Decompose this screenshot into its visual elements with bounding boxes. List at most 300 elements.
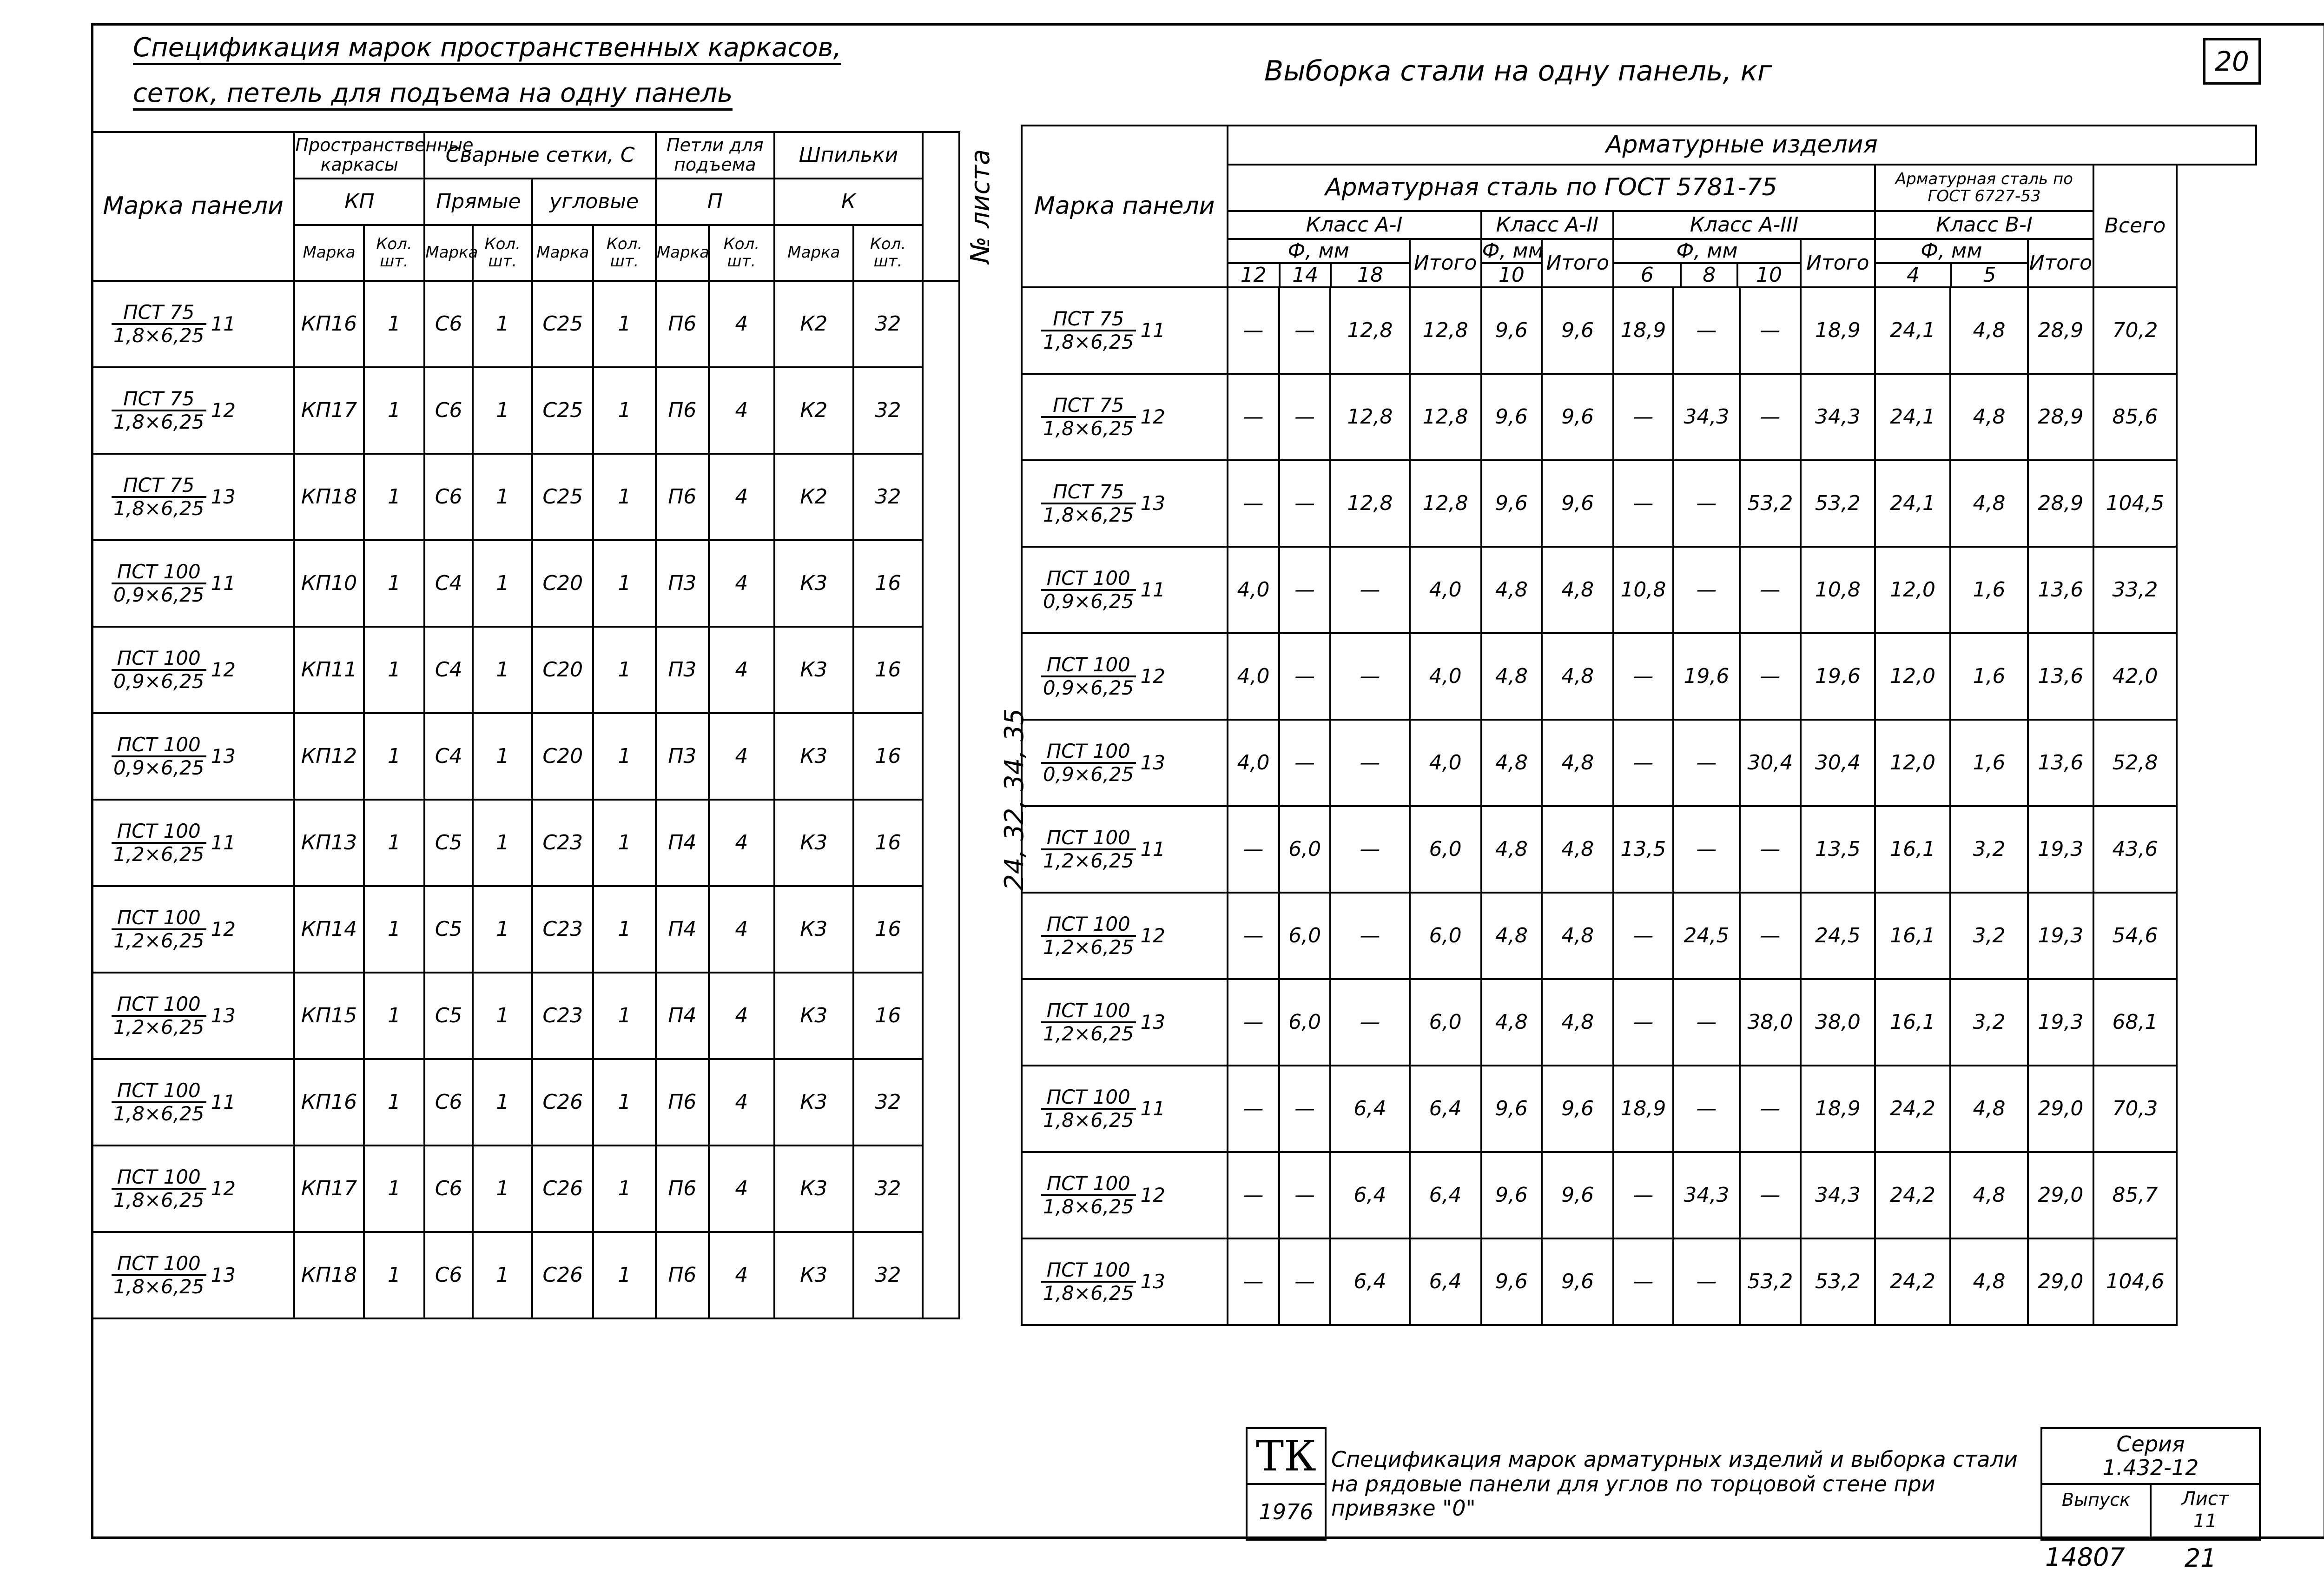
cell-k-q: 32: [853, 454, 923, 540]
cell-p: П4: [656, 800, 709, 886]
steel-row: [1022, 1238, 2256, 1325]
spec-row: [92, 1059, 959, 1146]
cell-a1-14: —: [1279, 287, 1330, 374]
cell-a3-6: —: [1613, 893, 1673, 979]
cell-a1-18: —: [1330, 547, 1410, 633]
cell-a3-10: —: [1740, 547, 1801, 633]
cell-a1-12: —: [1228, 374, 1280, 460]
cell-b-t: 19,3: [2028, 893, 2093, 979]
panel-mark-num: ПСТ 100: [1041, 741, 1136, 764]
panel-mark-dims: 1,8×6,25: [1043, 503, 1134, 526]
panel-mark-num: ПСТ 100: [1041, 914, 1136, 937]
panel-mark-dims: 1,2×6,25: [1043, 1022, 1134, 1045]
cell-k-q: 16: [853, 627, 923, 713]
cell-b-5: 3,2: [1950, 979, 2028, 1066]
panel-mark-num: ПСТ 100: [112, 561, 206, 584]
panel-mark-dims: 1,8×6,25: [1043, 331, 1134, 353]
panel-mark-num: ПСТ 100: [112, 1166, 206, 1190]
cell-a3-6: —: [1613, 374, 1673, 460]
left-title-line1: Спецификация марок пространственных каркасов,: [133, 33, 841, 65]
cell-total: 54,6: [2093, 893, 2177, 979]
cell-a2-10: 9,6: [1481, 374, 1542, 460]
panel-mark-cell: [92, 1146, 294, 1232]
cell-a1-12: —: [1228, 893, 1280, 979]
hdr-straight: Прямые: [424, 179, 532, 225]
panel-mark-cell: [92, 367, 294, 454]
cell-a1-18: 12,8: [1330, 460, 1410, 547]
cell-a2-10: 4,8: [1481, 720, 1542, 806]
cell-b-4: 24,2: [1875, 1066, 1950, 1152]
cell-a1-12: —: [1228, 979, 1280, 1066]
cell-a2-t: 4,8: [1542, 547, 1613, 633]
cell-p-q: 4: [709, 973, 774, 1059]
cell-b-t: 19,3: [2028, 806, 2093, 893]
panel-mark-suffix: 12: [211, 917, 236, 940]
panel-mark-num: ПСТ 75: [112, 475, 206, 498]
panel-mark-dims: 0,9×6,25: [1043, 590, 1134, 613]
panel-mark-suffix: 11: [1140, 578, 1165, 601]
cell-kp: КП18: [294, 454, 363, 540]
cell-k-q: 32: [853, 1059, 923, 1146]
cell-a3-8: —: [1673, 460, 1740, 547]
cell-a1-14: —: [1279, 1238, 1330, 1325]
hdr-class-a1: Класс А-I: [1228, 211, 1481, 239]
hdr-steel-5781: Арматурная сталь по ГОСТ 5781-75: [1228, 165, 1875, 211]
cell-b-t: 13,6: [2028, 547, 2093, 633]
hdr-mark: Марка: [532, 225, 593, 281]
panel-mark-dims: 1,2×6,25: [1043, 849, 1134, 872]
hdr-angular: угловые: [532, 179, 655, 225]
steel-row: [1022, 633, 2256, 720]
cell-a3-t: 18,9: [1801, 287, 1875, 374]
cell-a3-10: 38,0: [1740, 979, 1801, 1066]
panel-mark-cell: [1022, 633, 1228, 720]
hdr-mark: Марка: [774, 225, 853, 281]
cell-a1-14: —: [1279, 374, 1330, 460]
hdr-steel-6727: Арматурная сталь по ГОСТ 6727-53: [1875, 165, 2093, 211]
title-block: [1246, 1427, 2259, 1539]
cell-a2-10: 4,8: [1481, 547, 1542, 633]
cell-total: 104,6: [2093, 1238, 2177, 1325]
cell-a3-t: 18,9: [1801, 1066, 1875, 1152]
panel-mark-num: ПСТ 75: [1041, 481, 1136, 504]
panel-mark-cell: [1022, 720, 1228, 806]
cell-k-q: 32: [853, 1146, 923, 1232]
panel-mark-num: ПСТ 100: [1041, 1086, 1136, 1110]
panel-mark-num: ПСТ 75: [1041, 395, 1136, 418]
panel-mark-cell: [1022, 979, 1228, 1066]
cell-a1-14: —: [1279, 633, 1330, 720]
cell-c1: С6: [424, 367, 473, 454]
cell-p-q: 4: [709, 1232, 774, 1318]
cell-kp: КП17: [294, 1146, 363, 1232]
cell-a1-t: 6,4: [1410, 1066, 1481, 1152]
cell-kp-q: 1: [364, 713, 425, 800]
cell-kp: КП16: [294, 281, 363, 367]
cell-c1-q: 1: [473, 281, 533, 367]
cell-b-5: 4,8: [1950, 1238, 2028, 1325]
cell-p: П6: [656, 367, 709, 454]
cell-a3-10: —: [1740, 893, 1801, 979]
cell-a3-t: 34,3: [1801, 374, 1875, 460]
cell-kp-q: 1: [364, 973, 425, 1059]
panel-mark-suffix: 11: [211, 312, 236, 335]
cell-a1-12: —: [1228, 1238, 1280, 1325]
cell-c1: С6: [424, 1059, 473, 1146]
cell-p-q: 4: [709, 886, 774, 973]
cell-c2-q: 1: [593, 800, 656, 886]
cell-total: 33,2: [2093, 547, 2177, 633]
cell-c1-q: 1: [473, 800, 533, 886]
cell-kp: КП13: [294, 800, 363, 886]
panel-mark-suffix: 11: [211, 831, 236, 854]
cell-a3-t: 30,4: [1801, 720, 1875, 806]
cell-b-5: 3,2: [1950, 806, 2028, 893]
cell-a3-8: —: [1673, 547, 1740, 633]
cell-p: П3: [656, 627, 709, 713]
cell-c1: С5: [424, 973, 473, 1059]
panel-mark-dims: 1,2×6,25: [1043, 936, 1134, 959]
cell-a3-t: 53,2: [1801, 460, 1875, 547]
cell-a2-10: 9,6: [1481, 1238, 1542, 1325]
cell-k: К3: [774, 886, 853, 973]
panel-mark-cell: [1022, 374, 1228, 460]
cell-a3-t: 38,0: [1801, 979, 1875, 1066]
cell-a1-18: —: [1330, 633, 1410, 720]
panel-mark-dims: 0,9×6,25: [113, 583, 205, 606]
cell-kp: КП15: [294, 973, 363, 1059]
steel-row: [1022, 893, 2256, 979]
cell-a1-t: 4,0: [1410, 720, 1481, 806]
cell-total: 68,1: [2093, 979, 2177, 1066]
cell-kp-q: 1: [364, 367, 425, 454]
cell-k-q: 16: [853, 800, 923, 886]
hdr-pins-code: К: [774, 179, 923, 225]
hdr-a2-dia: Ф, мм 10: [1482, 239, 1544, 287]
cell-total: 52,8: [2093, 720, 2177, 806]
panel-mark-suffix: 13: [211, 1004, 236, 1027]
cell-a3-6: —: [1613, 460, 1673, 547]
cell-b-4: 12,0: [1875, 547, 1950, 633]
cell-a1-14: —: [1279, 1066, 1330, 1152]
hdr-mark: Марка: [656, 225, 709, 281]
cell-b-t: 29,0: [2028, 1152, 2093, 1238]
spec-row: [92, 800, 959, 886]
hdr-qty: Кол. шт.: [709, 225, 774, 281]
cell-b-5: 4,8: [1950, 1066, 2028, 1152]
cell-b-5: 3,2: [1950, 893, 2028, 979]
sheet-number: 20: [2203, 38, 2261, 85]
cell-a1-18: —: [1330, 893, 1410, 979]
panel-mark-dims: 1,8×6,25: [1043, 1195, 1134, 1218]
cell-b-4: 24,2: [1875, 1238, 1950, 1325]
spec-row: [92, 713, 959, 800]
hdr-mark: Марка: [424, 225, 473, 281]
cell-a3-6: 10,8: [1613, 547, 1673, 633]
cell-a1-12: 4,0: [1228, 547, 1280, 633]
panel-mark-suffix: 12: [1140, 405, 1165, 428]
cell-a1-18: 12,8: [1330, 287, 1410, 374]
panel-mark-cell: [92, 540, 294, 627]
cell-b-5: 4,8: [1950, 287, 2028, 374]
cell-a3-6: 18,9: [1613, 1066, 1673, 1152]
cell-c1-q: 1: [473, 627, 533, 713]
cell-a3-6: —: [1613, 1238, 1673, 1325]
cell-b-t: 29,0: [2028, 1066, 2093, 1152]
hdr-qty: Кол. шт.: [593, 225, 656, 281]
cell-c2-q: 1: [593, 713, 656, 800]
panel-mark-dims: 0,9×6,25: [1043, 763, 1134, 786]
cell-k-q: 16: [853, 540, 923, 627]
hdr-pins: Шпильки: [774, 132, 923, 179]
panel-mark-dims: 1,8×6,25: [113, 411, 205, 433]
cell-a3-t: 13,5: [1801, 806, 1875, 893]
cell-p-q: 4: [709, 1146, 774, 1232]
cell-a3-6: —: [1613, 1152, 1673, 1238]
panel-mark-num: ПСТ 100: [1041, 1259, 1136, 1283]
hdr-class-b1: Класс В-I: [1875, 211, 2093, 239]
panel-mark-cell: [1022, 547, 1228, 633]
cell-b-t: 19,3: [2028, 979, 2093, 1066]
cell-c2-q: 1: [593, 281, 656, 367]
cell-c1: С6: [424, 454, 473, 540]
panel-mark-num: ПСТ 75: [1041, 308, 1136, 331]
panel-mark-num: ПСТ 100: [112, 821, 206, 844]
cell-p: П6: [656, 1059, 709, 1146]
cell-b-4: 12,0: [1875, 720, 1950, 806]
cell-a1-14: 6,0: [1279, 893, 1330, 979]
sheet-refs: 24, 32, 34, 35: [999, 709, 1030, 891]
cell-a2-t: 9,6: [1542, 1066, 1613, 1152]
cell-a3-t: 34,3: [1801, 1152, 1875, 1238]
tk-mark: ТК: [1247, 1428, 1326, 1484]
panel-mark-dims: 0,9×6,25: [113, 670, 205, 693]
cell-p: П3: [656, 540, 709, 627]
cell-p-q: 4: [709, 281, 774, 367]
cell-a1-14: —: [1279, 460, 1330, 547]
cell-a3-8: 34,3: [1673, 1152, 1740, 1238]
panel-mark-num: ПСТ 100: [1041, 1000, 1136, 1023]
panel-mark-suffix: 11: [211, 1090, 236, 1113]
stamp-description: Спецификация марок арматурных изделий и выборка стали на рядовые панели для углов по торцовой стене при привязке "0": [1331, 1446, 2018, 1521]
cell-a3-10: —: [1740, 1152, 1801, 1238]
cell-p: П4: [656, 973, 709, 1059]
cell-b-4: 24,1: [1875, 374, 1950, 460]
cell-c2: С20: [532, 713, 593, 800]
panel-mark-dims: 1,2×6,25: [113, 1016, 205, 1039]
cell-b-4: 24,1: [1875, 460, 1950, 547]
cell-c2-q: 1: [593, 973, 656, 1059]
cell-a3-8: —: [1673, 806, 1740, 893]
cell-a2-t: 4,8: [1542, 893, 1613, 979]
issue-label: Выпуск: [2042, 1485, 2152, 1539]
cell-a3-8: 34,3: [1673, 374, 1740, 460]
cell-k-q: 32: [853, 281, 923, 367]
cell-a3-6: —: [1613, 720, 1673, 806]
cell-b-5: 1,6: [1950, 547, 2028, 633]
cell-k: К2: [774, 454, 853, 540]
hdr-loops: Петли для подъема: [656, 132, 774, 179]
cell-a2-10: 9,6: [1481, 287, 1542, 374]
cell-a3-10: —: [1740, 374, 1801, 460]
cell-b-5: 4,8: [1950, 374, 2028, 460]
cell-k: К3: [774, 973, 853, 1059]
panel-mark-cell: [1022, 806, 1228, 893]
page-number: 21: [2185, 1543, 2217, 1573]
series-value: 1.432-12: [2102, 1455, 2199, 1480]
cell-a3-8: —: [1673, 1238, 1740, 1325]
cell-a2-t: 4,8: [1542, 720, 1613, 806]
cell-b-5: 4,8: [1950, 1152, 2028, 1238]
cell-a1-t: 6,4: [1410, 1238, 1481, 1325]
cell-a1-14: 6,0: [1279, 979, 1330, 1066]
panel-mark-suffix: 11: [1140, 318, 1165, 342]
panel-mark-num: ПСТ 100: [1041, 827, 1136, 850]
cell-a3-8: 24,5: [1673, 893, 1740, 979]
panel-mark-suffix: 13: [211, 1263, 236, 1286]
panel-mark-dims: 1,8×6,25: [113, 1275, 205, 1298]
cell-c2-q: 1: [593, 454, 656, 540]
cell-kp: КП12: [294, 713, 363, 800]
panel-mark-cell: [92, 1059, 294, 1146]
cell-c1-q: 1: [473, 973, 533, 1059]
cell-a1-12: 4,0: [1228, 720, 1280, 806]
cell-a1-t: 12,8: [1410, 287, 1481, 374]
cell-c2: С23: [532, 800, 593, 886]
cell-total: 43,6: [2093, 806, 2177, 893]
cell-k: К3: [774, 540, 853, 627]
cell-a1-14: 6,0: [1279, 806, 1330, 893]
panel-mark-cell: [1022, 460, 1228, 547]
hdr-qty: Кол. шт.: [473, 225, 533, 281]
cell-b-t: 13,6: [2028, 633, 2093, 720]
panel-mark-suffix: 12: [1140, 1183, 1165, 1206]
cell-p: П6: [656, 454, 709, 540]
left-title-line2: сеток, петель для подъема на одну панель: [133, 78, 733, 111]
hdr-class-a2: Класс А-II: [1481, 211, 1614, 239]
cell-a3-8: —: [1673, 720, 1740, 806]
panel-mark-cell: [92, 1232, 294, 1318]
panel-mark-num: ПСТ 100: [112, 1080, 206, 1103]
cell-a1-12: —: [1228, 1066, 1280, 1152]
hdr-a2-itogo: Итого: [1542, 239, 1613, 287]
steel-row: [1022, 287, 2256, 374]
cell-c1: С5: [424, 800, 473, 886]
cell-a3-t: 53,2: [1801, 1238, 1875, 1325]
steel-row: [1022, 806, 2256, 893]
spec-row: [92, 627, 959, 713]
cell-a2-t: 9,6: [1542, 460, 1613, 547]
cell-b-4: 16,1: [1875, 893, 1950, 979]
cell-kp-q: 1: [364, 1059, 425, 1146]
cell-c1: С4: [424, 627, 473, 713]
cell-k-q: 16: [853, 973, 923, 1059]
cell-a1-t: 12,8: [1410, 374, 1481, 460]
panel-mark-suffix: 11: [211, 571, 236, 595]
hdr-a1-dia: Ф, мм 12 14 18: [1228, 239, 1410, 287]
cell-a1-t: 4,0: [1410, 547, 1481, 633]
hdr-b1-itogo: Итого: [2028, 239, 2093, 287]
panel-mark-cell: [1022, 287, 1228, 374]
cell-a2-t: 9,6: [1542, 287, 1613, 374]
cell-total: 42,0: [2093, 633, 2177, 720]
panel-mark-suffix: 13: [1140, 1010, 1165, 1033]
spec-row: [92, 454, 959, 540]
cell-c2: С26: [532, 1232, 593, 1318]
panel-mark-num: ПСТ 100: [112, 1253, 206, 1276]
cell-k: К3: [774, 627, 853, 713]
stamp-year: 1976: [1247, 1484, 1326, 1540]
spec-row: [92, 886, 959, 973]
cell-c2-q: 1: [593, 367, 656, 454]
cell-p-q: 4: [709, 367, 774, 454]
cell-kp-q: 1: [364, 540, 425, 627]
panel-mark-cell: [1022, 1066, 1228, 1152]
cell-p: П6: [656, 1146, 709, 1232]
steel-row: [1022, 720, 2256, 806]
panel-mark-suffix: 13: [211, 485, 236, 508]
cell-c2: С26: [532, 1146, 593, 1232]
cell-k: К3: [774, 713, 853, 800]
hdr-qty: Кол. шт.: [364, 225, 425, 281]
cell-a1-18: —: [1330, 806, 1410, 893]
cell-k: К3: [774, 800, 853, 886]
panel-mark-num: ПСТ 100: [112, 734, 206, 757]
hdr-sheet-no: № листа: [923, 132, 959, 281]
cell-a3-10: —: [1740, 287, 1801, 374]
cell-c1: С6: [424, 1232, 473, 1318]
panel-mark-num: ПСТ 100: [112, 907, 206, 930]
cell-b-4: 24,1: [1875, 287, 1950, 374]
panel-mark-dims: 0,9×6,25: [1043, 676, 1134, 699]
cell-k-q: 32: [853, 1232, 923, 1318]
hdr-total: Всего: [2093, 165, 2177, 287]
cell-a2-10: 4,8: [1481, 633, 1542, 720]
panel-mark-dims: 1,8×6,25: [113, 1102, 205, 1125]
sheet-refs-cell: [923, 281, 1030, 1318]
spec-row: [92, 540, 959, 627]
panel-mark-suffix: 12: [211, 658, 236, 681]
cell-total: 85,6: [2093, 374, 2177, 460]
cell-kp-q: 1: [364, 1146, 425, 1232]
cell-a3-10: —: [1740, 806, 1801, 893]
cell-p-q: 4: [709, 454, 774, 540]
cell-c1: С6: [424, 1146, 473, 1232]
cell-b-t: 28,9: [2028, 460, 2093, 547]
hdr-meshes: Сварные сетки, С: [424, 132, 656, 179]
cell-c1-q: 1: [473, 367, 533, 454]
cell-a2-10: 4,8: [1481, 893, 1542, 979]
sheet-value: 11: [2193, 1510, 2217, 1532]
right-title: Выборка стали на одну панель, кг: [1264, 55, 1772, 87]
cell-c1: С5: [424, 886, 473, 973]
cell-a1-12: —: [1228, 806, 1280, 893]
hdr-panel-mark-r: Марка панели: [1022, 126, 1228, 287]
panel-mark-num: ПСТ 100: [1041, 1173, 1136, 1196]
cell-a1-14: —: [1279, 1152, 1330, 1238]
cell-p: П6: [656, 1232, 709, 1318]
cell-a2-t: 4,8: [1542, 806, 1613, 893]
panel-mark-dims: 1,2×6,25: [113, 929, 205, 952]
cell-a2-t: 4,8: [1542, 979, 1613, 1066]
cell-total: 70,3: [2093, 1066, 2177, 1152]
cell-a1-14: —: [1279, 547, 1330, 633]
steel-row: [1022, 1152, 2256, 1238]
cell-b-4: 16,1: [1875, 806, 1950, 893]
steel-row: [1022, 1066, 2256, 1152]
cell-p-q: 4: [709, 713, 774, 800]
panel-mark-cell: [1022, 893, 1228, 979]
